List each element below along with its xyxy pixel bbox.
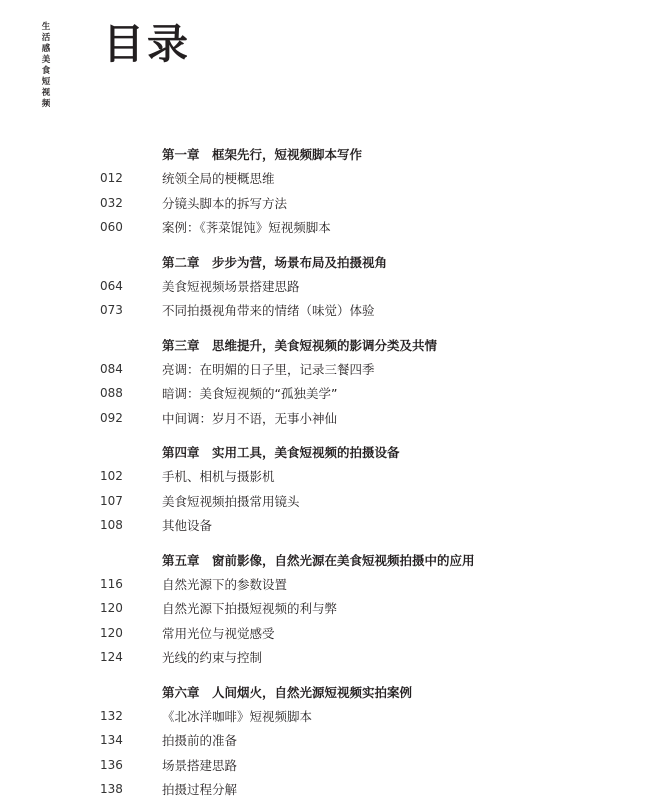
toc-entry[interactable] bbox=[100, 728, 600, 753]
toc-entry[interactable] bbox=[100, 191, 600, 216]
page-number: 032 bbox=[100, 195, 123, 210]
chapter-section bbox=[100, 680, 600, 802]
toc-entry[interactable] bbox=[100, 621, 600, 646]
page-number: 012 bbox=[100, 171, 123, 186]
page-number: 102 bbox=[100, 469, 123, 484]
entry-title: 场景搭建思路 bbox=[162, 757, 238, 773]
chapter-title: 第三章 思维提升，美食短视频的影调分类及共情 bbox=[162, 337, 438, 353]
entry-title: 美食短视频拍摄常用镜头 bbox=[162, 493, 300, 509]
page-number: 132 bbox=[100, 708, 123, 723]
entry-title: 美食短视频场景搭建思路 bbox=[162, 278, 300, 294]
toc-entry[interactable] bbox=[100, 274, 600, 299]
toc-entry[interactable] bbox=[100, 489, 600, 514]
page-number: 092 bbox=[100, 410, 123, 425]
page-number: 136 bbox=[100, 757, 123, 772]
entry-title: 其他设备 bbox=[162, 518, 213, 534]
toc-entry[interactable] bbox=[100, 513, 600, 538]
toc-entry[interactable] bbox=[100, 215, 600, 240]
page-number: 120 bbox=[100, 625, 123, 640]
toc-entry[interactable] bbox=[100, 166, 600, 191]
toc-entry[interactable] bbox=[100, 406, 600, 431]
toc-entry[interactable] bbox=[100, 381, 600, 406]
page-number: 124 bbox=[100, 650, 123, 665]
chapter-section bbox=[100, 333, 600, 431]
page-number: 073 bbox=[100, 303, 123, 318]
page-title: 目录 bbox=[103, 20, 191, 68]
chapter-section bbox=[100, 250, 600, 323]
page-number: 108 bbox=[100, 518, 123, 533]
toc-entry[interactable] bbox=[100, 572, 600, 597]
toc-entry[interactable] bbox=[100, 777, 600, 802]
entry-title: 中间调：岁月不语，无事小神仙 bbox=[162, 410, 338, 426]
entry-title: 《北冰洋咖啡》短视频脚本 bbox=[162, 708, 313, 724]
page-number: 084 bbox=[100, 361, 123, 376]
entry-title: 暗调：美食短视频的“孤独美学” bbox=[162, 386, 338, 402]
entry-title: 自然光源下的参数设置 bbox=[162, 576, 288, 592]
toc-entry[interactable] bbox=[100, 464, 600, 489]
chapter-title: 第六章 人间烟火，自然光源短视频实拍案例 bbox=[162, 684, 413, 700]
entry-title: 案例：《荠菜馄饨》短视频脚本 bbox=[162, 220, 331, 236]
chapter-section bbox=[100, 142, 600, 240]
chapter-title: 第二章 步步为营，场景布局及拍摄视角 bbox=[162, 254, 388, 270]
toc-entry[interactable] bbox=[100, 645, 600, 670]
chapter-title: 第一章 框架先行，短视频脚本写作 bbox=[162, 147, 363, 162]
table-of-contents bbox=[100, 142, 600, 812]
page-number: 107 bbox=[100, 493, 123, 508]
page-number: 088 bbox=[100, 386, 123, 401]
page-number: 116 bbox=[100, 576, 123, 591]
toc-entry[interactable] bbox=[100, 298, 600, 323]
entry-title: 统领全局的梗概思维 bbox=[162, 171, 275, 187]
page-number: 120 bbox=[100, 601, 123, 616]
entry-title: 自然光源下拍摄短视频的利与弊 bbox=[162, 601, 338, 617]
page-number: 134 bbox=[100, 733, 123, 748]
page-number: 060 bbox=[100, 220, 123, 235]
toc-entry[interactable] bbox=[100, 357, 600, 382]
entry-title: 分镜头脚本的拆写方法 bbox=[162, 195, 288, 211]
entry-title: 常用光位与视觉感受 bbox=[162, 625, 275, 641]
book-side-label: 生活感美食短视频 bbox=[41, 22, 51, 109]
chapter-title: 第五章 窗前影像，自然光源在美食短视频拍摄中的应用 bbox=[162, 552, 475, 568]
chapter-section bbox=[100, 440, 600, 538]
chapter-title: 第四章 实用工具，美食短视频的拍摄设备 bbox=[162, 445, 400, 460]
page-number: 138 bbox=[100, 782, 123, 797]
toc-entry[interactable] bbox=[100, 596, 600, 621]
chapter-section bbox=[100, 548, 600, 670]
entry-title: 不同拍摄视角带来的情绪（味觉）体验 bbox=[162, 303, 375, 319]
entry-title: 拍摄前的准备 bbox=[162, 733, 238, 749]
entry-title: 手机、相机与摄影机 bbox=[162, 469, 275, 485]
entry-title: 拍摄过程分解 bbox=[162, 782, 238, 798]
entry-title: 亮调：在明媚的日子里，记录三餐四季 bbox=[162, 361, 375, 377]
toc-entry[interactable] bbox=[100, 704, 600, 729]
entry-title: 光线的约束与控制 bbox=[162, 650, 263, 666]
page-number: 064 bbox=[100, 278, 123, 293]
toc-entry[interactable] bbox=[100, 753, 600, 778]
